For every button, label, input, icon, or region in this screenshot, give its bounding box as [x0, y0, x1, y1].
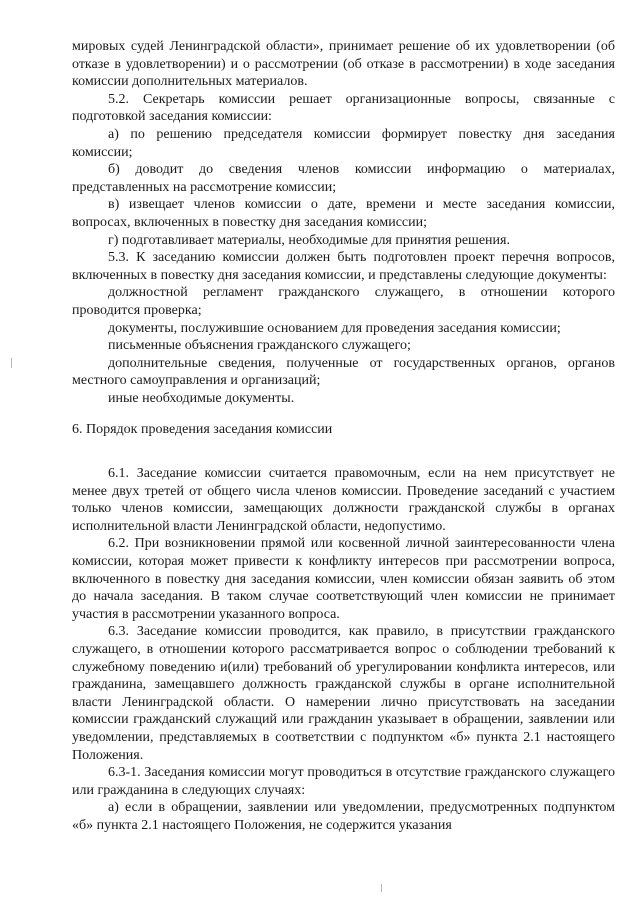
list-item: письменные объяснения гражданского служащего; — [108, 338, 411, 354]
list-item: г) подготавливает материалы, необходимые для принятия решения. — [108, 232, 510, 248]
list-item: дополнительные сведения, полученные от государственных органов, органов местного самоуправления и организаций; — [72, 355, 615, 389]
paragraph: 6.2. При возникновении прямой или косвенной личной заинтересованности члена комиссии, которая может привести к конфликту интересов при рассмотрении вопроса, включенного в повестку дня заседания комиссии, член комиссии обязан заявить об этом до начала заседания. В таком случае соответствующий член комиссии не принимает участия в рассмотрении указанного вопроса. — [72, 536, 615, 622]
paragraph: 6.3. Заседание комиссии проводится, как правило, в присутствии гражданского служащего, в отношении которого рассматривается вопрос о соблюдении требований к служебному поведению и(или) требований об урегулировании конфликта интересов, или гражданина, замещавшего должность гражданской службы в органе исполнительной власти Ленинградской области. О намерении лично присутствовать на заседании комиссии гражданский служащий или гражданин указывает в обращении, заявлении или уведомлении, представляемых в соответствии с подпунктом «б» пункта 2.1 настоящего Положения. — [72, 624, 615, 763]
list-item: б) доводит до сведения членов комиссии информацию о материалах, представленных на рассмотрение комиссии; — [72, 162, 615, 195]
list-item: а) по решению председателя комиссии формирует повестку дня заседания комиссии; — [72, 126, 615, 160]
document-page — [72, 38, 615, 835]
list-item: документы, послужившие основанием для проведения заседания комиссии; — [108, 320, 561, 336]
paragraph: 5.2. Секретарь комиссии решает организационные вопросы, связанные с подготовкой заседания комиссии: — [72, 91, 615, 125]
paragraph: 6.3-1. Заседания комиссии могут проводиться в отсутствие гражданского служащего или гражданина в следующих случаях: — [72, 765, 615, 798]
scan-mark — [381, 884, 382, 892]
paragraph: 5.3. К заседанию комиссии должен быть подготовлен проект перечня вопросов, включенных в повестку дня заседания комиссии, и представлены следующие документы: — [72, 250, 615, 283]
list-item: должностной регламент гражданского служащего, в отношении которого проводится проверка; — [72, 285, 615, 318]
scan-mark — [11, 358, 12, 368]
list-item: в) извещает членов комиссии о дате, времени и месте заседания комиссии, вопросах, включенных в повестку дня заседания комиссии; — [72, 197, 615, 230]
paragraph: 6.1. Заседание комиссии считается правомочным, если на нем присутствует не менее двух третей от общего числа членов комиссии. Проведение заседаний с участием только членов комиссии, замещающих должности гражданской службы в органах исполнительной власти Ленинградской области, недопустимо. — [72, 466, 615, 534]
paragraph: мировых судей Ленинградской области», принимает решение об их удовлетворении (об отказе в удовлетворении) и о рассмотрении (об отказе в рассмотрении) в ходе заседания комиссии дополнительных материалов. — [72, 39, 615, 90]
list-item: а) если в обращении, заявлении или уведомлении, предусмотренных подпунктом «б» пункта 2.1 настоящего Положения, не содержится указания — [72, 800, 615, 833]
list-item: иные необходимые документы. — [108, 390, 295, 406]
section-heading: 6. Порядок проведения заседания комиссии — [72, 422, 333, 438]
